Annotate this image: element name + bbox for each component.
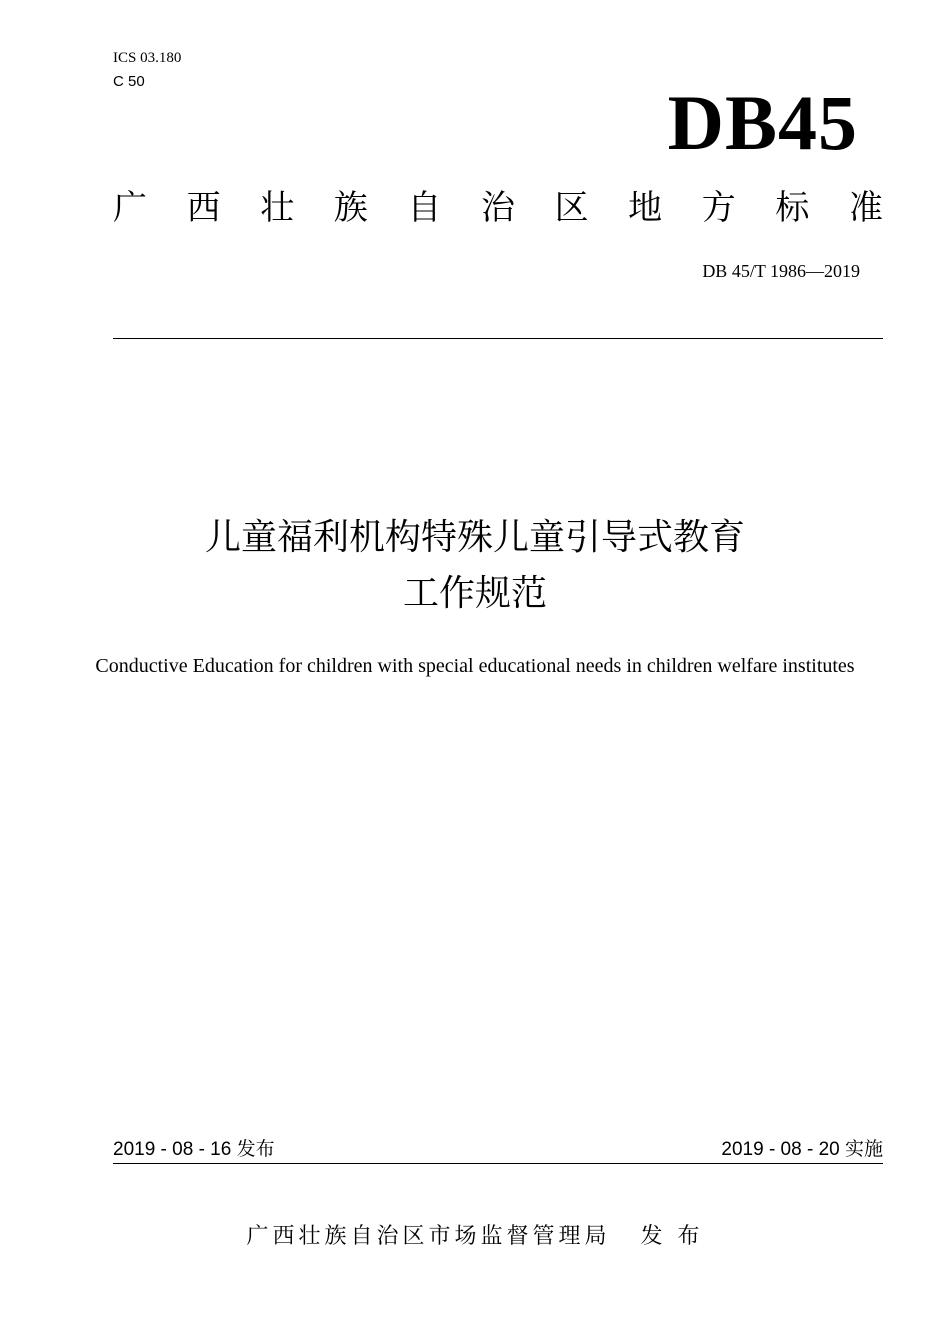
- standard-type-char: 广: [113, 188, 147, 228]
- header-divider: [113, 338, 883, 339]
- standard-type-char: 准: [848, 188, 883, 228]
- standard-number: DB 45/T 1986—2019: [702, 261, 860, 281]
- standard-type-char: 自: [407, 188, 442, 228]
- standard-type-char: 方: [701, 188, 736, 228]
- issuer-line: [0, 1218, 950, 1256]
- implementation-date: 2019 - 08 - 20 实施: [721, 1139, 883, 1160]
- issuer-name: 广西壮族自治区市场监督管理局: [246, 1224, 611, 1249]
- date-divider: [113, 1163, 883, 1164]
- standard-type-char: 西: [186, 188, 221, 228]
- english-title: Conductive Education for children with special educational needs in children welfare institutes: [95, 655, 855, 677]
- standard-type-char: 壮: [260, 188, 295, 228]
- standard-type-char: 治: [480, 188, 515, 228]
- standard-type-char: 区: [554, 188, 589, 228]
- ccs-code: C 50: [113, 73, 145, 90]
- chinese-title-line-2: 工作规范: [402, 573, 547, 614]
- db45-logo: DB45: [667, 79, 858, 166]
- issue-date: 2019 - 08 - 16 发布: [113, 1139, 275, 1160]
- issued-label: 发 布: [640, 1224, 704, 1249]
- standard-type-char: 族: [333, 188, 368, 228]
- chinese-title-line-1: 儿童福利机构特殊儿童引导式教育: [204, 517, 745, 558]
- standard-type-char: 标: [775, 188, 810, 228]
- standard-type-char: 地: [628, 188, 663, 228]
- standard-type-title: [113, 185, 883, 231]
- chinese-title: [0, 510, 950, 622]
- ics-code: ICS 03.180: [113, 50, 182, 66]
